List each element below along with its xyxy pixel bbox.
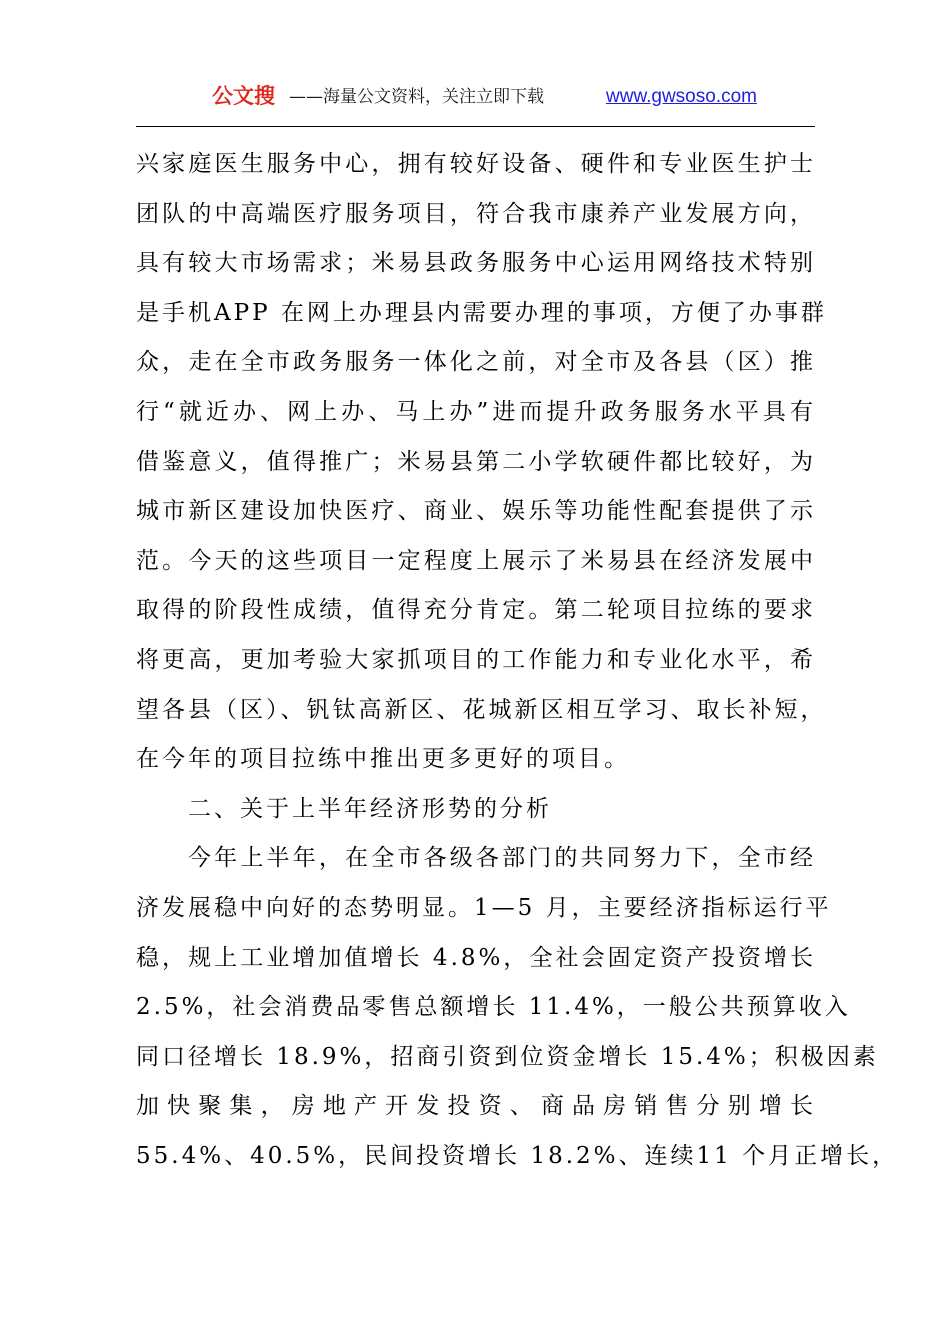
body-line: 望各县（区）、钒钛高新区、花城新区相互学习、取长补短， bbox=[136, 696, 827, 723]
paragraph-line: 今年上半年，在全市各级各部门的共同努力下，全市经 bbox=[188, 845, 816, 872]
brand-logo-text: 公文搜 bbox=[212, 84, 275, 108]
header-slogan: ——海量公文资料，关注立即下载 bbox=[289, 87, 544, 107]
body-line: 取得的阶段性成绩，值得充分肯定。第二轮项目拉练的要求 bbox=[136, 597, 816, 624]
body-line: 团队的中高端医疗服务项目，符合我市康养产业发展方向， bbox=[136, 200, 816, 227]
body-line: 将更高，更加考验大家抓项目的工作能力和专业化水平，希 bbox=[136, 646, 816, 673]
document-body bbox=[136, 140, 899, 1181]
body-line: 范。今天的这些项目一定程度上展示了米易县在经济发展中 bbox=[136, 547, 816, 574]
paragraph-line: 加快聚集，房地产开发投资、商品房销售分别增长 bbox=[136, 1093, 816, 1120]
paragraph-line: 济发展稳中向好的态势明显。1—5 月，主要经济指标运行平 bbox=[136, 894, 832, 921]
page-header bbox=[0, 82, 950, 112]
body-line: 是手机APP 在网上办理县内需要办理的事项，方便了办事群 bbox=[136, 299, 827, 326]
paragraph-line: 同口径增长 18.9%，招商引资到位资金增长 15.4%；积极因素 bbox=[136, 1043, 879, 1070]
paragraph-line: 2.5%，社会消费品零售总额增长 11.4%，一般公共预算收入 bbox=[136, 994, 851, 1021]
body-line: 借鉴意义，值得推广；米易县第二小学软硬件都比较好，为 bbox=[136, 448, 816, 475]
body-line: 众，走在全市政务服务一体化之前，对全市及各县（区）推 bbox=[136, 349, 816, 376]
body-line: 兴家庭医生服务中心，拥有较好设备、硬件和专业医生护士 bbox=[136, 151, 816, 177]
header-divider bbox=[136, 126, 815, 127]
section-heading: 二、关于上半年经济形势的分析 bbox=[188, 795, 552, 822]
body-line: 行“就近办、网上办、马上办”进而提升政务服务水平具有 bbox=[136, 398, 816, 425]
body-line: 城市新区建设加快医疗、商业、娱乐等功能性配套提供了示 bbox=[136, 498, 816, 525]
website-link[interactable]: www.gwsoso.com bbox=[606, 86, 757, 107]
paragraph-line: 55.4%、40.5%，民间投资增长 18.2%、连续11 个月正增长， bbox=[136, 1142, 899, 1169]
body-line: 在今年的项目拉练中推出更多更好的项目。 bbox=[136, 746, 630, 773]
body-line: 具有较大市场需求；米易县政务服务中心运用网络技术特别 bbox=[136, 250, 816, 277]
paragraph-line: 稳，规上工业增加值增长 4.8%，全社会固定资产投资增长 bbox=[136, 944, 816, 971]
